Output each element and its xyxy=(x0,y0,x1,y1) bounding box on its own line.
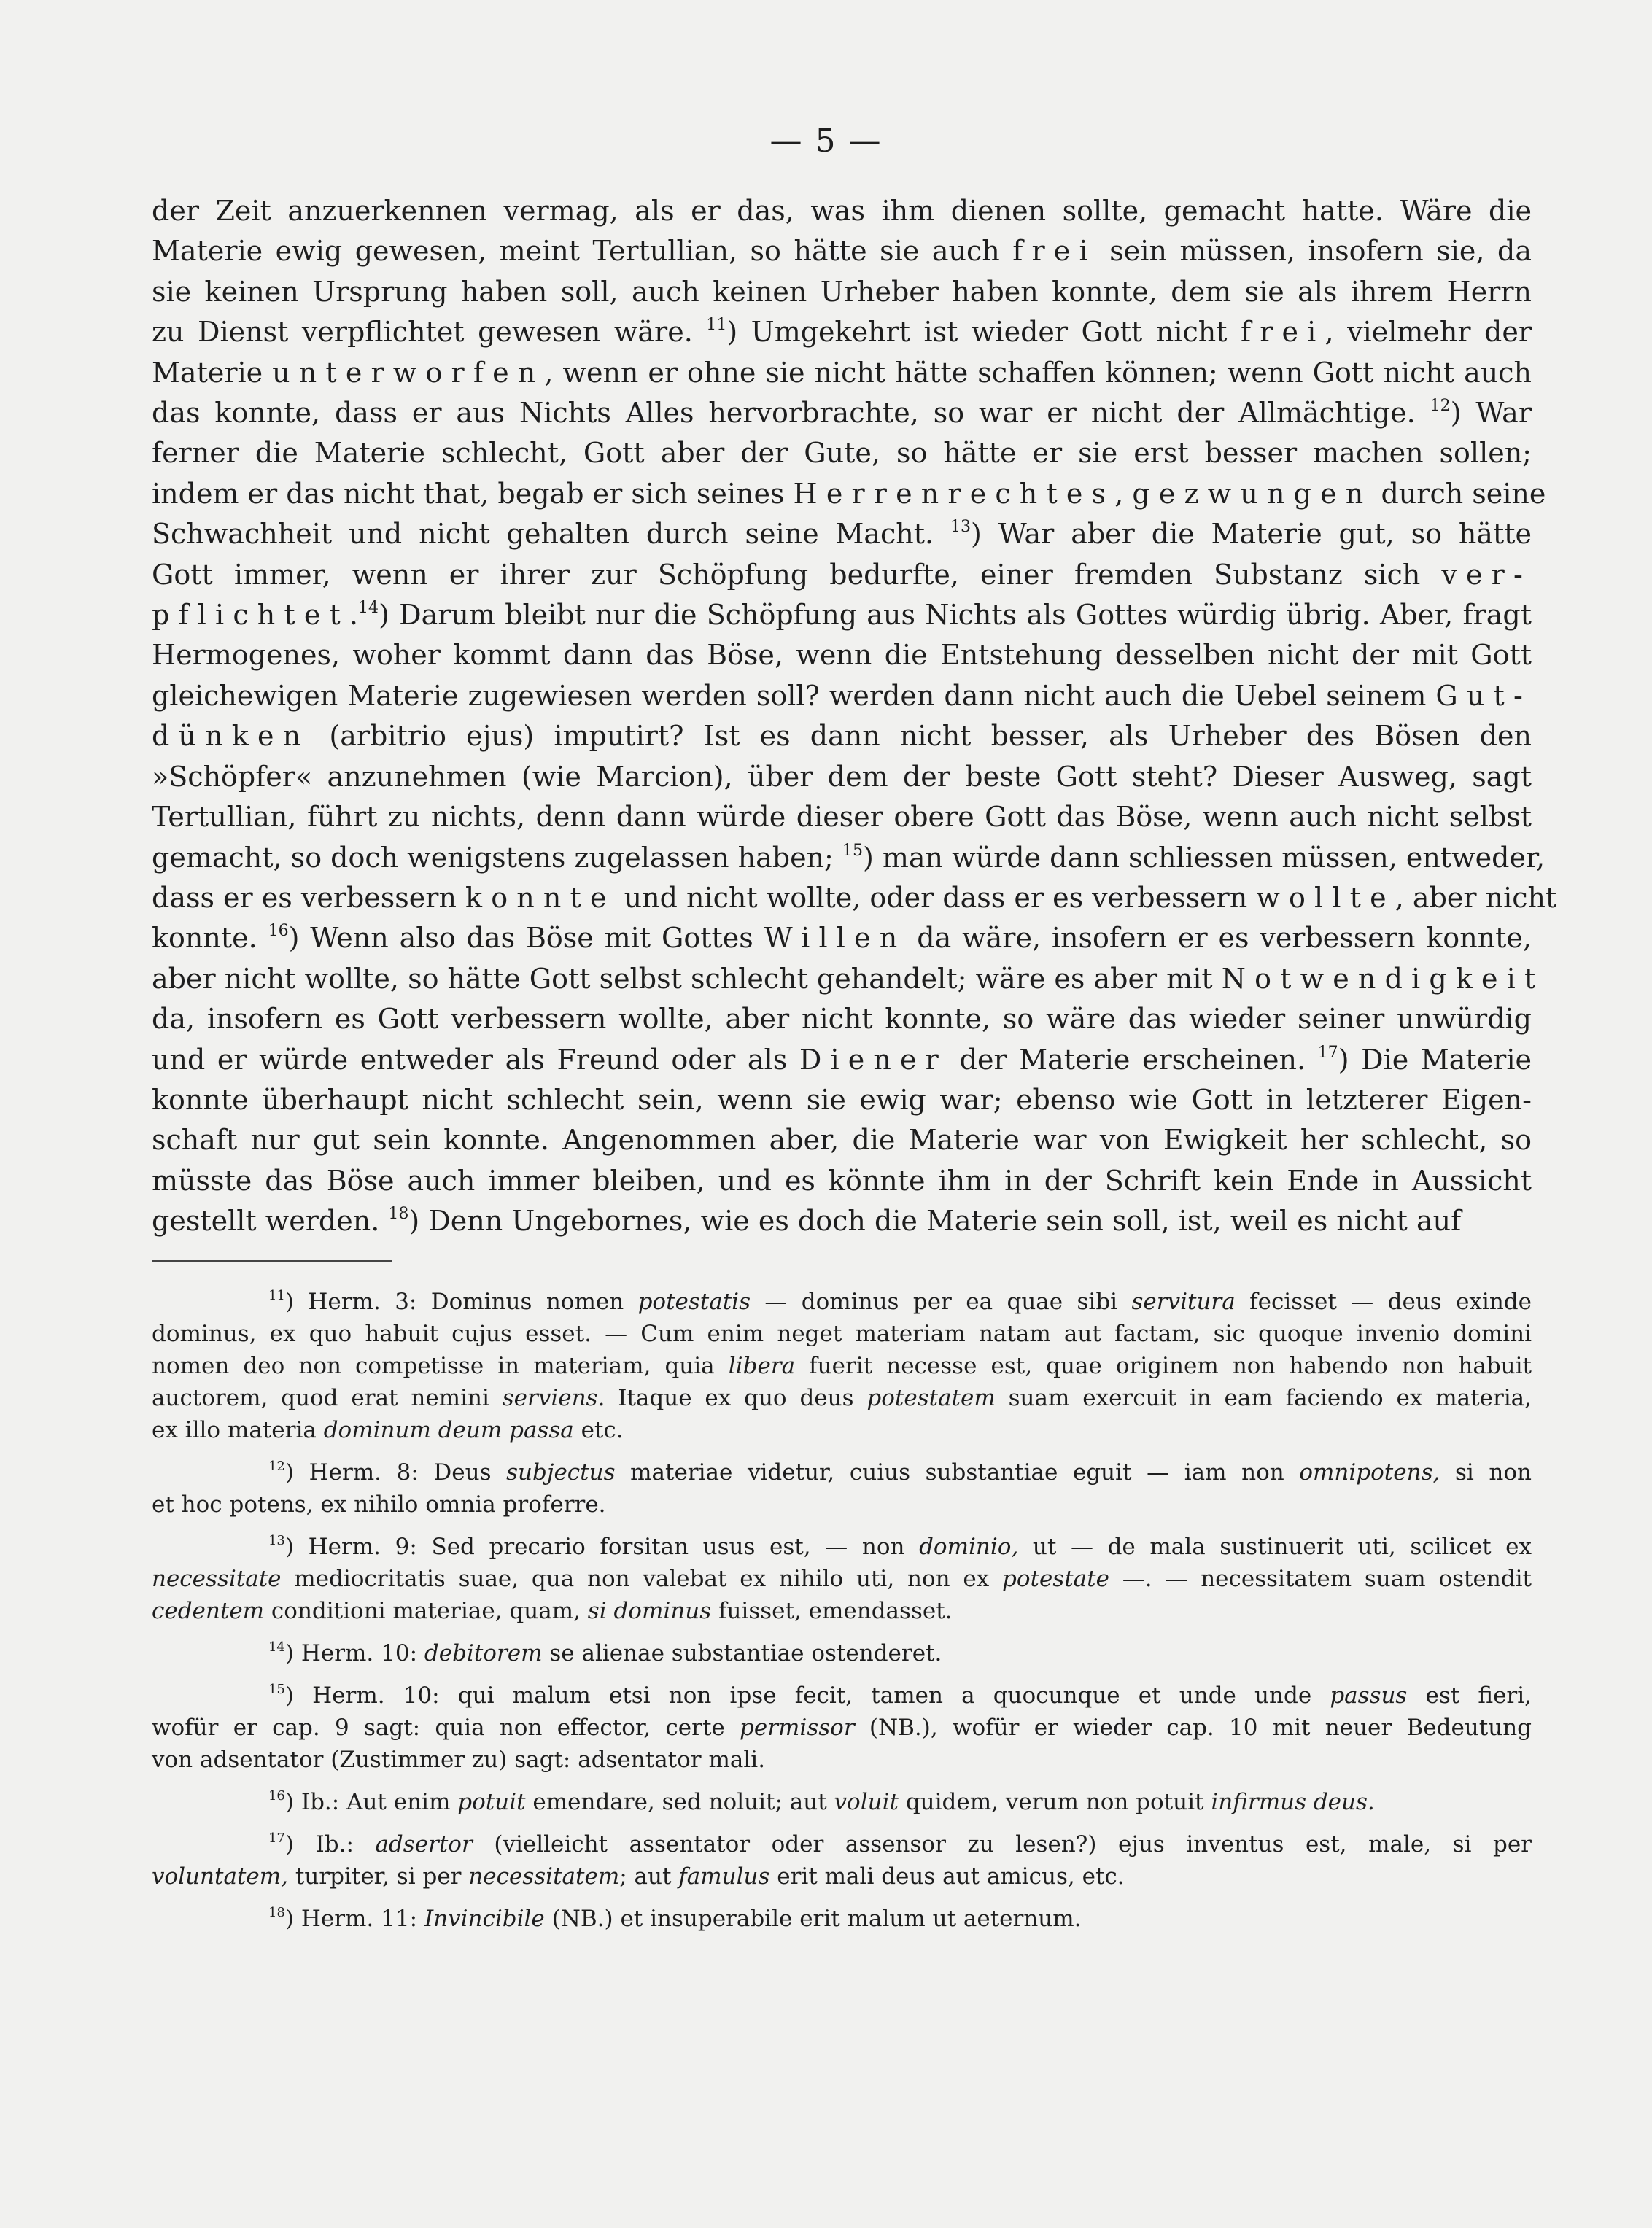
text-segment: Materie ewig gewesen, meint Tertullian, so hätte sie auch xyxy=(152,235,1013,268)
spaced-emphasis: frei xyxy=(1240,316,1325,349)
text-segment: suam exercuit in eam faciendo ex materia, xyxy=(995,1385,1532,1411)
text-segment: Hermogenes, woher kommt dann das Böse, wenn die Entstehung desselben nicht der mit Gott xyxy=(152,639,1532,672)
text-segment: und er würde entweder als Freund oder als xyxy=(152,1043,799,1076)
text-segment: der Zeit anzuerkennen vermag, als er das, was ihm dienen sollte, gemacht hatte. Wäre die xyxy=(152,195,1532,227)
text-segment: ) Herm. 10: qui malum etsi non ipse fecit, tamen a quocunque et unde unde xyxy=(284,1682,1330,1709)
text-line xyxy=(152,1040,1532,1080)
text-segment: ) Herm. 8: Deus xyxy=(284,1459,507,1486)
text-segment: — dominus per ea quae sibi xyxy=(751,1289,1132,1315)
spaced-emphasis: konnte xyxy=(465,881,616,914)
text-line xyxy=(152,838,1546,878)
text-segment: von adsentator (Zustimmer zu) sagt: adsentator mali. xyxy=(152,1747,766,1773)
text-segment: conditioni materiae, quam, xyxy=(264,1598,588,1624)
text-segment: schaft nur gut sein konnte. Angenommen aber, die Materie war von Ewigkeit her schlecht, so xyxy=(152,1124,1532,1157)
text-line xyxy=(152,676,1532,716)
spaced-emphasis: gezwungen xyxy=(1132,477,1373,510)
text-segment: ) War aber die Materie gut, so hätte xyxy=(971,518,1532,551)
italic-text: potestatem xyxy=(866,1385,996,1411)
text-segment: ut — de mala sustinuerit uti, scilicet ex xyxy=(1018,1534,1532,1560)
italic-text: infirmus deus. xyxy=(1211,1789,1375,1815)
text-segment: (NB.), wofür er wieder cap. 10 mit neuer Bedeutung xyxy=(854,1715,1532,1741)
footnote-ref: 18 xyxy=(268,1905,285,1921)
text-segment: Materie xyxy=(152,356,273,389)
text-line xyxy=(152,1786,1532,1818)
footnote-ref: 14 xyxy=(358,599,379,618)
text-segment: gestellt werden. xyxy=(152,1205,389,1238)
text-segment: wofür er cap. 9 sagt: quia non effector, certe xyxy=(152,1715,740,1741)
footnote-ref: 17 xyxy=(1317,1043,1338,1062)
text-line xyxy=(152,353,1532,393)
footnote xyxy=(152,1637,1532,1669)
italic-text: potestate xyxy=(1002,1566,1109,1592)
text-segment: ) man würde dann schliessen müssen, entweder, xyxy=(862,841,1546,874)
text-segment: emendare, sed noluit; aut xyxy=(525,1789,834,1815)
text-segment: ) Die Materie xyxy=(1338,1043,1532,1076)
spaced-emphasis: ver- xyxy=(1441,558,1532,591)
spaced-emphasis: Diener xyxy=(799,1043,948,1076)
text-segment: aber nicht wollte, so hätte Gott selbst schlecht gehandelt; wäre es aber mit xyxy=(152,962,1222,995)
text-segment: (vielleicht assentator oder assensor zu lesen?) ejus inventus est, male, si per xyxy=(472,1831,1532,1858)
text-segment: si non xyxy=(1440,1459,1532,1486)
text-line xyxy=(152,393,1532,433)
footnote-ref: 17 xyxy=(268,1831,285,1847)
text-line xyxy=(152,1080,1532,1120)
footnote-ref: 18 xyxy=(388,1205,409,1224)
text-segment: müsste das Böse auch immer bleiben, und es könnte ihm in der Schrift kein Ende in Aussicht xyxy=(152,1164,1532,1197)
text-line xyxy=(152,1744,1532,1776)
italic-text: adsertor xyxy=(375,1831,473,1858)
text-segment: erit mali deus aut amicus, etc. xyxy=(769,1863,1125,1890)
italic-text: famulus xyxy=(678,1863,770,1890)
italic-text: dominio, xyxy=(919,1534,1019,1560)
text-segment: fuisset, emendasset. xyxy=(711,1598,953,1624)
text-line xyxy=(152,1637,1532,1669)
text-segment: fecisset — deus exinde xyxy=(1235,1289,1532,1315)
text-line xyxy=(152,999,1532,1039)
text-segment: ) Herm. 11: xyxy=(284,1906,424,1932)
spaced-emphasis: Willen xyxy=(764,922,907,955)
text-segment: —. — necessitatem suam ostendit xyxy=(1109,1566,1532,1592)
text-segment: Itaque ex quo deus xyxy=(605,1385,867,1411)
text-segment: ) Denn Ungebornes, wie es doch die Materie sein soll, ist, weil es nicht auf xyxy=(408,1205,1462,1238)
italic-text: serviens. xyxy=(502,1385,605,1411)
text-segment: , vielmehr der xyxy=(1325,316,1532,349)
text-line xyxy=(152,1903,1532,1935)
text-segment: . xyxy=(349,599,359,632)
text-segment: ) Herm. 3: Dominus nomen xyxy=(284,1289,638,1315)
text-segment: ex illo materia xyxy=(152,1417,324,1443)
text-segment: fuerit necesse est, quae originem non habendo non habuit xyxy=(795,1353,1532,1379)
italic-text: si dominus xyxy=(587,1598,712,1624)
text-line xyxy=(152,1456,1532,1488)
text-line xyxy=(152,1350,1532,1382)
text-line xyxy=(152,191,1532,231)
text-segment: da wäre, insofern er es verbessern konnte, xyxy=(906,922,1532,955)
text-segment: gemacht, so doch wenigstens zugelassen haben; xyxy=(152,841,842,874)
spaced-emphasis: frei xyxy=(1012,235,1097,268)
italic-text: debitorem xyxy=(424,1640,543,1666)
italic-text: voluntatem, xyxy=(152,1863,289,1890)
footnote xyxy=(152,1456,1532,1521)
text-segment: indem er das nicht that, begab er sich seines xyxy=(152,477,794,510)
footnote xyxy=(152,1286,1532,1446)
text-line xyxy=(152,1563,1532,1595)
text-line xyxy=(152,918,1532,958)
footnote-ref: 16 xyxy=(268,922,289,941)
text-line xyxy=(152,474,1546,514)
page-number: — 5 — xyxy=(769,123,883,160)
text-segment: da, insofern es Gott verbessern wollte, aber nicht konnte, so wäre das wieder seiner unwürdig xyxy=(152,1003,1532,1036)
text-segment: est fieri, xyxy=(1407,1682,1532,1709)
text-line xyxy=(152,1488,1532,1521)
text-segment: ) Umgekehrt ist wieder Gott nicht xyxy=(726,316,1241,349)
italic-text: omnipotens, xyxy=(1299,1459,1440,1486)
text-line xyxy=(152,1531,1532,1563)
text-segment: se alienae substantiae ostenderet. xyxy=(542,1640,942,1666)
text-segment: ) War xyxy=(1450,397,1532,430)
text-line xyxy=(152,1120,1532,1160)
footnote-ref: 11 xyxy=(268,1288,285,1304)
text-line xyxy=(152,1680,1532,1712)
italic-text: potuit xyxy=(457,1789,526,1815)
italic-text: libera xyxy=(728,1353,796,1379)
text-line xyxy=(152,797,1532,837)
italic-text: necessitate xyxy=(152,1566,282,1592)
text-segment: , xyxy=(1114,477,1133,510)
italic-text: dominum deum passa xyxy=(323,1417,574,1443)
text-segment: (NB.) et insuperabile erit malum ut aeternum. xyxy=(544,1906,1082,1932)
italic-text: potestatis xyxy=(637,1289,751,1315)
spaced-emphasis: pflichtet xyxy=(152,599,349,632)
text-line xyxy=(152,1382,1532,1414)
text-line xyxy=(152,635,1532,675)
footnote-ref: 13 xyxy=(268,1533,285,1549)
text-segment: ) Wenn also das Böse mit Gottes xyxy=(288,922,764,955)
text-segment: »Schöpfer« anzunehmen (wie Marcion), über dem der beste Gott steht? Dieser Ausweg, sagt xyxy=(152,760,1532,793)
text-segment: ) Ib.: Aut enim xyxy=(284,1789,458,1815)
text-segment: sein müssen, insofern sie, da xyxy=(1096,235,1532,268)
text-segment: turpiter, si per xyxy=(288,1863,469,1890)
text-segment: Gott immer, wenn er ihrer zur Schöpfung bedurfte, einer fremden Substanz sich xyxy=(152,558,1442,591)
footnotes xyxy=(152,1286,1532,1945)
text-segment: ) Darum bleibt nur die Schöpfung aus Nichts als Gottes würdig übrig. Aber, fragt xyxy=(379,599,1532,632)
spaced-emphasis: Herrenrechtes xyxy=(793,477,1115,510)
text-line xyxy=(152,1318,1532,1350)
text-line xyxy=(152,1860,1532,1893)
text-segment: ) Herm. 10: xyxy=(284,1640,424,1666)
text-line xyxy=(152,312,1532,352)
text-segment: konnte überhaupt nicht schlecht sein, wenn sie ewig war; ebenso wie Gott in letzterer Eigen- xyxy=(152,1083,1532,1116)
text-segment: der Materie erscheinen. xyxy=(947,1043,1318,1076)
text-line xyxy=(152,1414,1532,1446)
text-line xyxy=(152,272,1532,312)
text-segment: Schwachheit und nicht gehalten durch seine Macht. xyxy=(152,518,950,551)
italic-text: permissor xyxy=(740,1715,855,1741)
text-segment: auctorem, quod erat nemini xyxy=(152,1385,503,1411)
text-segment: materiae videtur, cuius substantiae eguit — iam non xyxy=(615,1459,1300,1486)
text-segment: ) Herm. 9: Sed precario forsitan usus est, — non xyxy=(284,1534,920,1560)
text-segment: dass er es verbessern xyxy=(152,881,466,914)
text-segment: dominus, ex quo habuit cujus esset. — Cum enim neget materiam natam aut factam, sic quoque invenio domini xyxy=(152,1321,1532,1347)
text-line xyxy=(152,555,1532,595)
italic-text: cedentem xyxy=(152,1598,265,1624)
italic-text: servitura xyxy=(1131,1289,1236,1315)
text-segment: ; aut xyxy=(619,1863,679,1890)
footnote xyxy=(152,1786,1532,1818)
italic-text: voluit xyxy=(834,1789,899,1815)
text-line xyxy=(152,514,1532,554)
text-segment: das konnte, dass er aus Nichts Alles hervorbrachte, so war er nicht der Allmächtige. xyxy=(152,397,1430,430)
text-segment: (arbitrio ejus) imputirt? Ist es dann nicht besser, als Urheber des Bösen den xyxy=(309,720,1532,753)
text-line xyxy=(152,595,1532,635)
text-segment: etc. xyxy=(573,1417,624,1443)
text-segment: sie keinen Ursprung haben soll, auch keinen Urheber haben konnte, dem sie als ihrem Herrn xyxy=(152,275,1532,308)
text-line xyxy=(152,1201,1532,1241)
text-line xyxy=(152,716,1532,756)
spaced-emphasis: Gut- xyxy=(1435,679,1532,712)
footnote xyxy=(152,1828,1532,1893)
text-segment: ) Ib.: xyxy=(284,1831,376,1858)
footnote-divider xyxy=(152,1260,392,1262)
spaced-emphasis: dünken xyxy=(152,720,310,753)
text-segment: Tertullian, führt zu nichts, denn dann würde dieser obere Gott das Böse, wenn auch nicht selbst xyxy=(152,801,1532,834)
text-segment: nomen deo non competisse in materiam, quia xyxy=(152,1353,729,1379)
footnote-ref: 13 xyxy=(950,518,972,537)
footnote xyxy=(152,1531,1532,1627)
spaced-emphasis: unterworfen xyxy=(272,356,545,389)
footnote-ref: 15 xyxy=(268,1682,285,1698)
text-line xyxy=(152,1712,1532,1744)
text-line xyxy=(152,231,1532,271)
text-line xyxy=(152,959,1545,999)
text-segment: mediocritatis suae, qua non valebat ex nihilo uti, non ex xyxy=(281,1566,1002,1592)
text-segment: , aber nicht xyxy=(1395,881,1557,914)
italic-text: subjectus xyxy=(506,1459,616,1486)
text-line xyxy=(152,757,1532,797)
spaced-emphasis: Notwendigkeit xyxy=(1221,962,1545,995)
footnote-ref: 12 xyxy=(1430,397,1451,416)
text-line xyxy=(152,1828,1532,1860)
text-segment: konnte. xyxy=(152,922,268,955)
text-line xyxy=(152,1286,1532,1318)
footnote-ref: 12 xyxy=(268,1459,285,1475)
main-text xyxy=(152,191,1557,1242)
text-line xyxy=(152,433,1532,473)
text-segment: ferner die Materie schlecht, Gott aber der Gute, so hätte er sie erst besser machen sollen; xyxy=(152,437,1532,470)
text-segment: quidem, verum non potuit xyxy=(898,1789,1211,1815)
footnote xyxy=(152,1680,1532,1776)
italic-text: necessitatem xyxy=(468,1863,620,1890)
text-line xyxy=(152,878,1557,918)
footnote xyxy=(152,1903,1532,1935)
text-segment: durch seine xyxy=(1372,477,1546,510)
footnote-ref: 14 xyxy=(268,1639,285,1656)
text-segment: zu Dienst verpflichtet gewesen wäre. xyxy=(152,316,707,349)
italic-text: Invincibile xyxy=(424,1906,545,1932)
spaced-emphasis: wollte xyxy=(1256,881,1395,914)
text-segment: und nicht wollte, oder dass er es verbessern xyxy=(615,881,1257,914)
text-line xyxy=(152,1595,1532,1627)
footnote-ref: 15 xyxy=(842,841,863,860)
text-segment: , wenn er ohne sie nicht hätte schaffen können; wenn Gott nicht auch xyxy=(544,356,1532,389)
footnote-ref: 11 xyxy=(706,316,727,335)
text-segment: gleichewigen Materie zugewiesen werden soll? werden dann nicht auch die Uebel seinem xyxy=(152,679,1436,712)
text-segment: et hoc potens, ex nihilo omnia proferre. xyxy=(152,1491,606,1518)
text-line xyxy=(152,1161,1532,1201)
italic-text: passus xyxy=(1330,1682,1408,1709)
footnote-ref: 16 xyxy=(268,1788,285,1804)
